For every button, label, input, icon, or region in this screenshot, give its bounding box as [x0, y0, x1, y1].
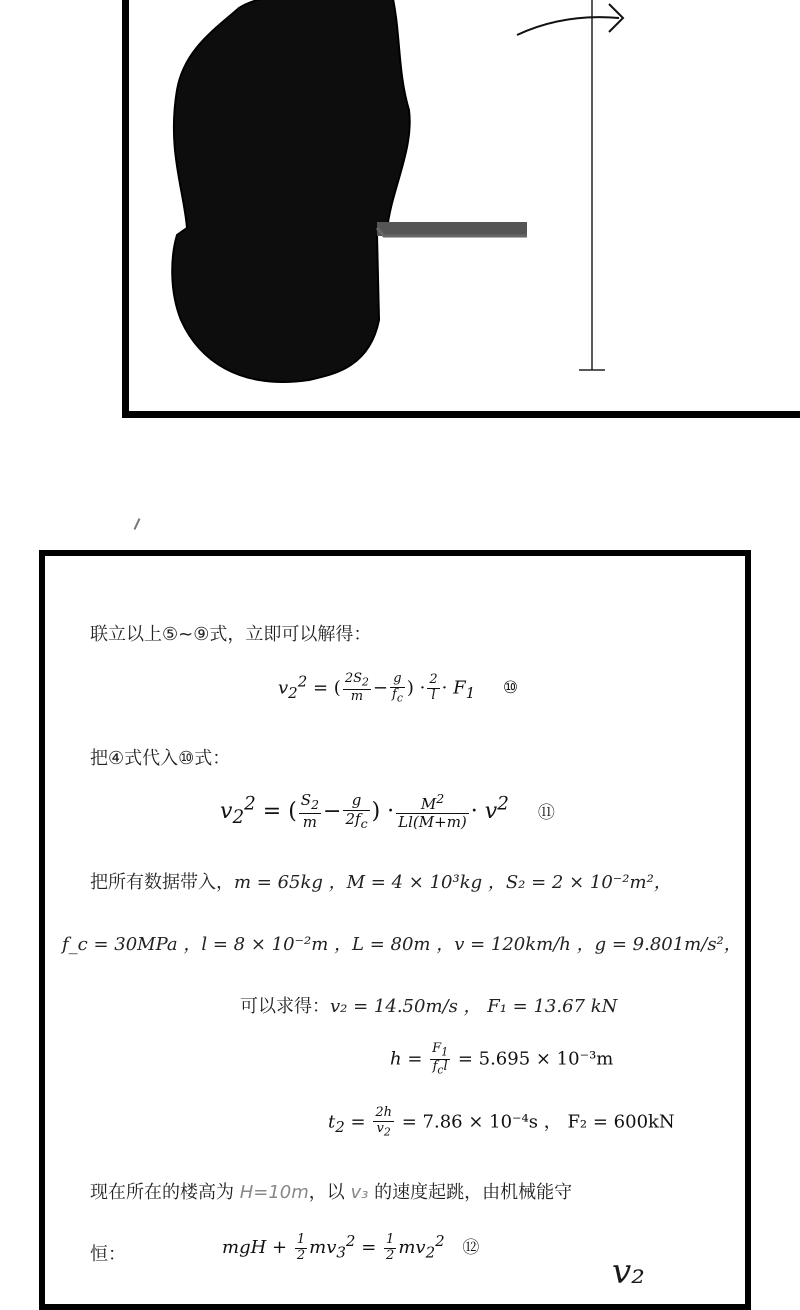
illustration-panel	[122, 0, 800, 418]
equation-t2: $t_2$ = $\frac{2h}{v_2}$ = 7.86 × 10⁻⁴s ， F₂ = 600kN	[328, 1105, 675, 1139]
equation-10: $v_2^2$ = ( $\frac{2S_2}{m}$ − $\frac{g}{f_c}$ ) · $\frac{2}{l}$ · $F_1$ ⑩	[278, 671, 519, 705]
data-line-2: f_c = 30MPa ，l = 8 × 10⁻²m ，L = 80m ，v = 120km/h ，g = 9.801m/s²，	[62, 934, 742, 955]
jump-speed: v₃	[350, 1182, 369, 1203]
equation-12: mgH + $\frac{1}{2}$ $mv_3^2$ = $\frac{1}{2}$ $mv_2^2$ ⑫	[222, 1231, 480, 1263]
building-line	[90, 1178, 572, 1204]
result-prefix: 可以求得：	[240, 996, 330, 1017]
intro-line: 联立以上⑤~⑨式，立即可以解得：	[90, 624, 372, 645]
corner-v2-mark: v₂	[612, 1252, 645, 1292]
conservation-label: 恒：	[90, 1244, 126, 1265]
equation-11: $v_2^2$ = ( $\frac{S_2}{m}$ − $\frac{g}{2f_c}$ ) · $\frac{M^2}{Ll(M+m)}$ · $v^2$ ⑪	[220, 791, 555, 832]
result-values: v₂ = 14.50m/s ， F₁ = 13.67 kN	[330, 996, 618, 1017]
result-line	[240, 992, 617, 1018]
equation-10-label: ⑩	[502, 678, 519, 699]
stray-mark	[134, 518, 141, 530]
data-values-1: m = 65kg ，M = 4 × 10³kg ，S₂ = 2 × 10⁻²m²，	[234, 872, 672, 893]
equation-12-label: ⑫	[462, 1238, 480, 1258]
substitute-line: 把④式代入⑩式：	[90, 748, 231, 769]
shoe-sole-illustration	[129, 0, 800, 418]
data-line-1	[90, 868, 672, 894]
building-text-b: ，以	[308, 1182, 345, 1203]
equation-h-rhs: = 5.695 × 10⁻³m	[457, 1048, 614, 1070]
equation-h: h = $\frac{F_1}{f_cl}$ = 5.695 × 10⁻³m	[390, 1041, 614, 1077]
building-text-c: 的速度起跳，由机械能守	[374, 1182, 573, 1203]
equation-t2-rhs: = 7.86 × 10⁻⁴s ， F₂ = 600kN	[401, 1111, 675, 1133]
equation-11-label: ⑪	[537, 802, 555, 823]
building-text-a: 现在所在的楼高为	[90, 1182, 234, 1203]
building-height: H=10m	[239, 1182, 309, 1203]
data-prefix: 把所有数据带入，	[90, 872, 234, 893]
